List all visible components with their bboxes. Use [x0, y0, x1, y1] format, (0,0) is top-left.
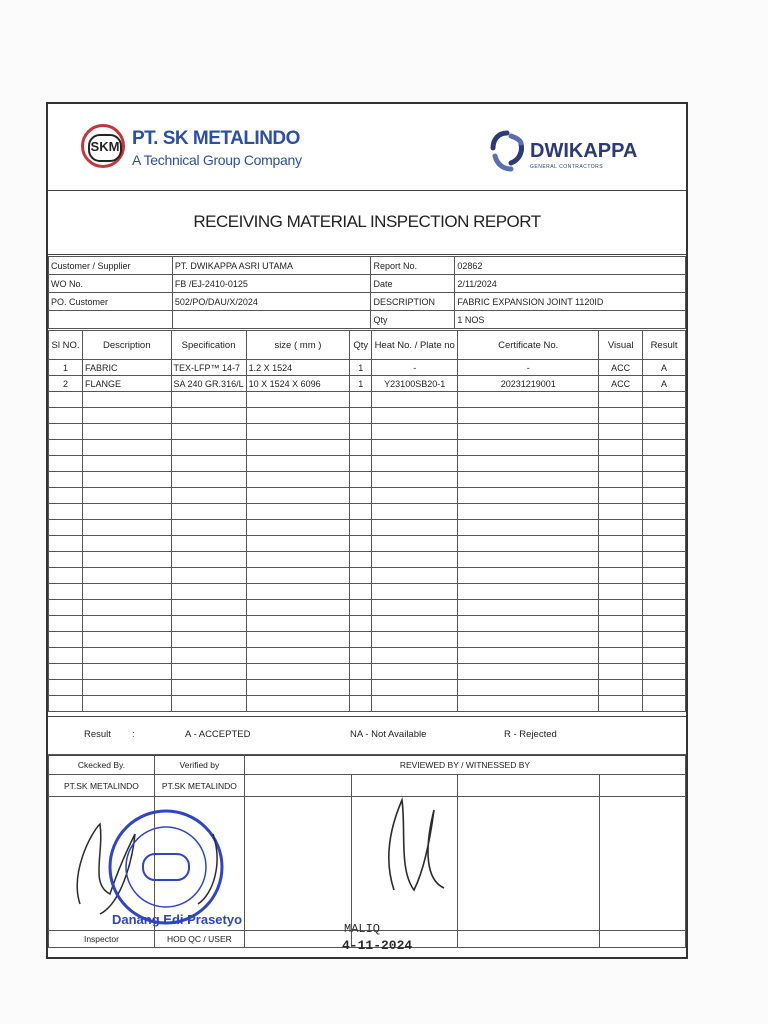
- empty-cell: [599, 392, 643, 408]
- empty-cell: [372, 584, 458, 600]
- empty-cell: [350, 584, 372, 600]
- empty-cell: [350, 472, 372, 488]
- empty-cell: [82, 424, 171, 440]
- empty-cell: [171, 568, 246, 584]
- empty-cell: [350, 680, 372, 696]
- empty-table-row: [49, 552, 686, 568]
- empty-cell: [599, 488, 643, 504]
- row-cell: -: [458, 360, 599, 376]
- empty-cell: [171, 648, 246, 664]
- empty-cell: [246, 600, 350, 616]
- po-value: 502/PO/DAU/X/2024: [172, 293, 371, 311]
- empty-cell: [171, 680, 246, 696]
- empty-cell: [82, 584, 171, 600]
- empty-cell: [49, 504, 83, 520]
- empty-table-row: [49, 472, 686, 488]
- reviewed-by-label: REVIEWED BY / WITNESSED BY: [244, 755, 685, 775]
- empty-cell: [171, 472, 246, 488]
- empty-cell: [599, 408, 643, 424]
- empty-cell: [458, 440, 599, 456]
- empty-cell: [372, 552, 458, 568]
- blank-cell: [458, 775, 600, 797]
- empty-cell: [599, 504, 643, 520]
- empty-cell: [246, 584, 350, 600]
- empty-cell: [372, 424, 458, 440]
- description-label: DESCRIPTION: [371, 293, 455, 311]
- empty-cell: [350, 696, 372, 712]
- empty-cell: [372, 472, 458, 488]
- empty-table-row: [49, 392, 686, 408]
- empty-cell: [599, 440, 643, 456]
- empty-cell: [350, 568, 372, 584]
- empty-cell: [171, 440, 246, 456]
- empty-table-row: [49, 648, 686, 664]
- empty-cell: [82, 600, 171, 616]
- checked-by-label: Ckecked By.: [49, 755, 155, 775]
- empty-cell: [49, 488, 83, 504]
- report-no-value: 02862: [455, 257, 686, 275]
- empty-cell: [458, 520, 599, 536]
- empty-cell: [350, 536, 372, 552]
- col-header: Description: [82, 331, 171, 360]
- empty-cell: [350, 440, 372, 456]
- info-table: [48, 256, 686, 329]
- empty-cell: [599, 648, 643, 664]
- empty-cell: [599, 584, 643, 600]
- empty-cell: [350, 488, 372, 504]
- not-available-legend: NA - Not Available: [350, 729, 427, 740]
- date-value: 2/11/2024: [455, 275, 686, 293]
- empty-cell: [643, 392, 686, 408]
- empty-cell: [458, 424, 599, 440]
- empty-cell: [372, 616, 458, 632]
- empty-cell: [643, 424, 686, 440]
- row-cell: ACC: [599, 376, 643, 392]
- empty-cell: [372, 664, 458, 680]
- empty-cell: [350, 616, 372, 632]
- empty-cell: [246, 680, 350, 696]
- row-cell: TEX-LFP™ 14-7: [171, 360, 246, 376]
- empty-cell: [171, 584, 246, 600]
- empty-cell: [599, 536, 643, 552]
- table-row: [49, 360, 686, 376]
- empty-cell: [171, 456, 246, 472]
- empty-cell: [458, 552, 599, 568]
- empty-cell: [82, 696, 171, 712]
- empty-cell: [350, 520, 372, 536]
- company-tagline: A Technical Group Company: [132, 152, 302, 168]
- empty-cell: [643, 520, 686, 536]
- dwikappa-logo-icon: [489, 130, 525, 172]
- empty-cell: [82, 504, 171, 520]
- blank-cell: [458, 797, 600, 931]
- empty-cell: [350, 648, 372, 664]
- empty-cell: [372, 488, 458, 504]
- rejected-legend: R - Rejected: [504, 729, 557, 740]
- empty-cell: [49, 472, 83, 488]
- empty-cell: [350, 664, 372, 680]
- empty-cell: [643, 584, 686, 600]
- empty-cell: [458, 456, 599, 472]
- empty-cell: [458, 616, 599, 632]
- empty-cell: [458, 680, 599, 696]
- empty-cell: [458, 648, 599, 664]
- customer-value: PT. DWIKAPPA ASRI UTAMA: [172, 257, 371, 275]
- empty-cell: [171, 520, 246, 536]
- empty-cell: [372, 680, 458, 696]
- empty-table-row: [49, 600, 686, 616]
- empty-cell: [350, 392, 372, 408]
- empty-table-row: [49, 408, 686, 424]
- empty-cell: [372, 520, 458, 536]
- empty-cell: [82, 488, 171, 504]
- empty-cell: [49, 648, 83, 664]
- inspector-label: Inspector: [49, 931, 155, 948]
- signer-name: Danang Edi Prasetyo: [112, 912, 243, 927]
- col-header: Sl NO.: [49, 331, 83, 360]
- empty-cell: [246, 664, 350, 680]
- empty-cell: [458, 584, 599, 600]
- empty-cell: [458, 392, 599, 408]
- empty-cell: [49, 584, 83, 600]
- client-name: DWIKAPPA: [530, 140, 638, 162]
- empty-cell: [246, 424, 350, 440]
- client-subtitle: GENERAL CONTRACTORS: [530, 164, 604, 170]
- row-cell: A: [643, 376, 686, 392]
- empty-cell: [458, 664, 599, 680]
- empty-cell: [171, 504, 246, 520]
- empty-cell: [458, 536, 599, 552]
- title-box: [48, 190, 686, 255]
- empty-cell: [372, 392, 458, 408]
- empty-cell: [82, 552, 171, 568]
- empty-cell: [82, 632, 171, 648]
- row-cell: 2: [49, 376, 83, 392]
- empty-table-row: [49, 520, 686, 536]
- row-cell: 10 X 1524 X 6096: [246, 376, 350, 392]
- blank-cell: [244, 775, 351, 797]
- empty-cell: [49, 392, 83, 408]
- empty-cell: [643, 504, 686, 520]
- row-cell: A: [643, 360, 686, 376]
- empty-table-row: [49, 616, 686, 632]
- verified-by-label: Verified by: [154, 755, 244, 775]
- row-cell: SA 240 GR.316/L: [171, 376, 246, 392]
- row-cell: 20231219001: [458, 376, 599, 392]
- empty-cell: [599, 456, 643, 472]
- empty-cell: [171, 616, 246, 632]
- empty-cell: [458, 408, 599, 424]
- empty-cell: [458, 472, 599, 488]
- empty-cell: [458, 632, 599, 648]
- empty-cell: [49, 520, 83, 536]
- empty-cell: [372, 456, 458, 472]
- empty-table-row: [49, 696, 686, 712]
- empty-cell: [599, 680, 643, 696]
- empty-cell: [350, 632, 372, 648]
- row-cell: FABRIC: [82, 360, 171, 376]
- empty-cell: [49, 440, 83, 456]
- empty-cell: [82, 536, 171, 552]
- report-header: [48, 104, 686, 191]
- skm-logo: SKM: [81, 124, 125, 168]
- empty-cell: [643, 696, 686, 712]
- empty-cell: [246, 504, 350, 520]
- empty-cell: [171, 488, 246, 504]
- empty-cell: [350, 552, 372, 568]
- empty-cell: [171, 536, 246, 552]
- empty-cell: [643, 632, 686, 648]
- row-cell: ACC: [599, 360, 643, 376]
- empty-cell: [599, 552, 643, 568]
- row-cell: 1.2 X 1524: [246, 360, 350, 376]
- col-header: Qty: [350, 331, 372, 360]
- empty-cell: [49, 616, 83, 632]
- empty-cell: [372, 568, 458, 584]
- empty-cell: [372, 600, 458, 616]
- empty-cell: [350, 600, 372, 616]
- empty-cell: [246, 392, 350, 408]
- empty-cell: [82, 648, 171, 664]
- empty-cell: [643, 680, 686, 696]
- empty-cell: [643, 600, 686, 616]
- empty-cell: [246, 440, 350, 456]
- empty-cell: [171, 552, 246, 568]
- result-legend: [48, 716, 686, 756]
- empty-cell: [82, 456, 171, 472]
- empty-cell: [246, 472, 350, 488]
- empty-cell: [171, 632, 246, 648]
- empty-table-row: [49, 568, 686, 584]
- empty-cell: [458, 600, 599, 616]
- empty-table-row: [49, 504, 686, 520]
- witness-name: MALIQ: [344, 922, 381, 936]
- empty-cell: [246, 632, 350, 648]
- col-header: Certificate No.: [458, 331, 599, 360]
- empty-table-row: [49, 536, 686, 552]
- empty-cell: [350, 504, 372, 520]
- report-title: RECEIVING MATERIAL INSPECTION REPORT: [193, 212, 541, 231]
- empty-table-row: [49, 488, 686, 504]
- empty-cell: [82, 664, 171, 680]
- col-header: size ( mm ): [246, 331, 350, 360]
- empty-cell: [372, 696, 458, 712]
- empty-cell: [246, 520, 350, 536]
- empty-cell: [246, 648, 350, 664]
- empty-cell: [171, 392, 246, 408]
- blank-cell: [458, 931, 600, 948]
- empty-cell: [372, 648, 458, 664]
- empty-cell: [49, 664, 83, 680]
- result-label: Result: [84, 729, 111, 740]
- empty-cell: [82, 520, 171, 536]
- hod-label: HOD QC / USER: [154, 931, 244, 948]
- empty-cell: [643, 456, 686, 472]
- empty-cell: [82, 392, 171, 408]
- empty-cell: [643, 648, 686, 664]
- empty-cell: [171, 600, 246, 616]
- empty-table-row: [49, 440, 686, 456]
- empty-cell: [372, 632, 458, 648]
- empty-cell: [643, 472, 686, 488]
- empty-cell: [49, 568, 83, 584]
- verified-company: PT.SK METALINDO: [154, 775, 244, 797]
- items-table: [48, 330, 686, 712]
- witness-date: 4-11-2024: [342, 938, 413, 953]
- result-colon: :: [132, 729, 135, 740]
- row-cell: 1: [350, 376, 372, 392]
- empty-cell: [372, 504, 458, 520]
- empty-cell: [643, 664, 686, 680]
- witness-signature: [364, 780, 464, 920]
- row-cell: -: [372, 360, 458, 376]
- empty-cell: [49, 696, 83, 712]
- empty-cell: [643, 488, 686, 504]
- empty-cell: [246, 568, 350, 584]
- date-label: Date: [371, 275, 455, 293]
- company-name: PT. SK METALINDO: [132, 128, 300, 149]
- empty-cell: [599, 696, 643, 712]
- qty-value: 1 NOS: [455, 311, 686, 329]
- empty-cell: [643, 552, 686, 568]
- col-header: Result: [643, 331, 686, 360]
- empty-cell: [49, 600, 83, 616]
- empty-cell: [372, 536, 458, 552]
- empty-cell: [246, 616, 350, 632]
- report-no-label: Report No.: [371, 257, 455, 275]
- inspection-report-sheet: [46, 102, 688, 959]
- empty-cell: [372, 408, 458, 424]
- blank-cell: [600, 775, 686, 797]
- accepted-legend: A - ACCEPTED: [185, 729, 251, 740]
- row-cell: 1: [350, 360, 372, 376]
- empty-cell: [49, 552, 83, 568]
- empty-cell: [82, 616, 171, 632]
- col-header: Visual: [599, 331, 643, 360]
- empty-cell: [171, 408, 246, 424]
- table-row: [49, 376, 686, 392]
- empty-cell: [458, 696, 599, 712]
- empty-cell: [599, 568, 643, 584]
- checked-company: PT.SK METALINDO: [49, 775, 155, 797]
- empty-cell: [246, 456, 350, 472]
- row-cell: Y23100SB20-1: [372, 376, 458, 392]
- empty-cell: [599, 424, 643, 440]
- empty-cell: [49, 456, 83, 472]
- empty-cell: [372, 440, 458, 456]
- empty-cell: [246, 536, 350, 552]
- blank-cell: [244, 931, 351, 948]
- empty-table-row: [49, 456, 686, 472]
- empty-cell: [599, 472, 643, 488]
- empty-cell: [350, 408, 372, 424]
- empty-cell: [350, 424, 372, 440]
- empty-cell: [246, 408, 350, 424]
- empty-table-row: [49, 680, 686, 696]
- empty-cell: [82, 680, 171, 696]
- empty-cell: [49, 424, 83, 440]
- qty-label: Qty: [371, 311, 455, 329]
- empty-cell: [643, 536, 686, 552]
- blank-cell: [49, 311, 173, 329]
- customer-label: Customer / Supplier: [49, 257, 173, 275]
- empty-cell: [599, 632, 643, 648]
- empty-cell: [458, 504, 599, 520]
- col-header: Heat No. / Plate no: [372, 331, 458, 360]
- empty-cell: [49, 408, 83, 424]
- empty-cell: [599, 664, 643, 680]
- empty-cell: [246, 552, 350, 568]
- blank-cell: [244, 797, 351, 931]
- blank-cell: [172, 311, 371, 329]
- empty-cell: [171, 664, 246, 680]
- empty-cell: [246, 488, 350, 504]
- empty-cell: [82, 408, 171, 424]
- blank-cell: [600, 931, 686, 948]
- po-label: PO. Customer: [49, 293, 173, 311]
- empty-rows: [49, 392, 686, 712]
- empty-cell: [49, 536, 83, 552]
- empty-cell: [643, 616, 686, 632]
- col-header: Specification: [171, 331, 246, 360]
- empty-cell: [49, 680, 83, 696]
- empty-cell: [171, 696, 246, 712]
- blank-cell: [600, 797, 686, 931]
- empty-cell: [458, 488, 599, 504]
- empty-cell: [643, 568, 686, 584]
- empty-cell: [49, 632, 83, 648]
- empty-cell: [458, 568, 599, 584]
- wo-label: WO No.: [49, 275, 173, 293]
- empty-cell: [82, 472, 171, 488]
- empty-cell: [82, 568, 171, 584]
- empty-cell: [171, 424, 246, 440]
- row-cell: 1: [49, 360, 83, 376]
- empty-cell: [599, 616, 643, 632]
- empty-table-row: [49, 664, 686, 680]
- empty-cell: [82, 440, 171, 456]
- empty-table-row: [49, 584, 686, 600]
- empty-cell: [599, 520, 643, 536]
- empty-cell: [599, 600, 643, 616]
- empty-cell: [350, 456, 372, 472]
- empty-cell: [643, 440, 686, 456]
- empty-cell: [246, 696, 350, 712]
- empty-table-row: [49, 632, 686, 648]
- wo-value: FB /EJ-2410-0125: [172, 275, 371, 293]
- description-value: FABRIC EXPANSION JOINT 1120ID: [455, 293, 686, 311]
- row-cell: FLANGE: [82, 376, 171, 392]
- empty-table-row: [49, 424, 686, 440]
- empty-cell: [643, 408, 686, 424]
